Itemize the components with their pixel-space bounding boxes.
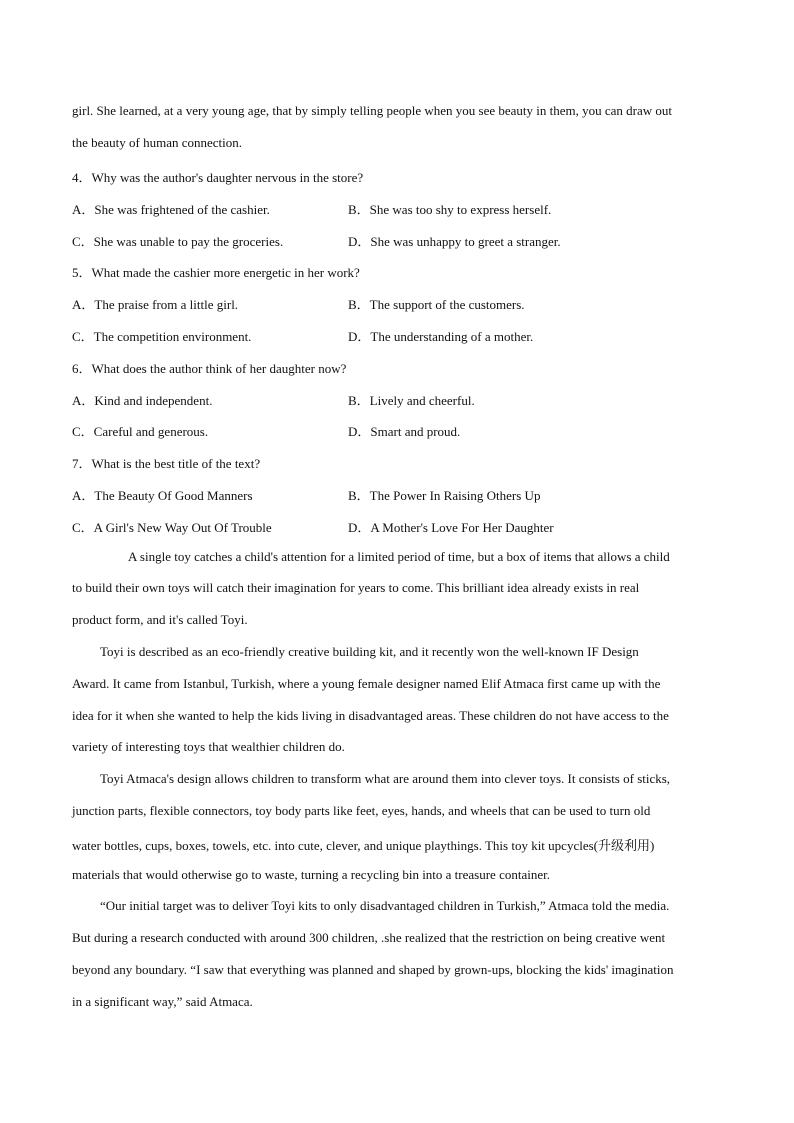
passage-p3-line-1: Toyi Atmaca's design allows children to transform what are around them into clever toys. It consists of sticks,	[100, 771, 671, 786]
passage-p2-line-3: idea for it when she wanted to help the kids living in disadvantaged areas. These children do not have access to the	[72, 708, 669, 723]
question-7-option-b: B．The Power In Raising Others Up	[348, 488, 541, 503]
question-5-option-a: A．The praise from a little girl.	[72, 297, 239, 312]
question-4-option-c: C．She was unable to pay the groceries.	[72, 234, 284, 249]
passage-p3-line-4: materials that would otherwise go to waste, turning a recycling bin into a treasure container.	[72, 867, 550, 882]
question-4-stem: 4．Why was the author's daughter nervous in the store?	[72, 170, 364, 185]
question-6-option-a: A．Kind and independent.	[72, 393, 213, 408]
passage-p4-line-1: “Our initial target was to deliver Toyi kits to only disadvantaged children in Turkish,” Atmaca told the media.	[100, 898, 670, 913]
question-6-stem: 6．What does the author think of her daughter now?	[72, 361, 347, 376]
question-5-option-d: D．The understanding of a mother.	[348, 329, 534, 344]
question-4-option-a: A．She was frightened of the cashier.	[72, 202, 270, 217]
passage-p2-line-4: variety of interesting toys that wealthier children do.	[72, 739, 345, 754]
passage-p4-line-2: But during a research conducted with around 300 children, .she realized that the restriction on being creative went	[72, 930, 666, 945]
question-4-option-d: D．She was unhappy to greet a stranger.	[348, 234, 561, 249]
question-6-option-b: B．Lively and cheerful.	[348, 393, 475, 408]
question-5-stem: 5．What made the cashier more energetic in her work?	[72, 265, 360, 280]
passage-p1-line-3: product form, and it's called Toyi.	[72, 612, 248, 627]
passage-p1-line-2: to build their own toys will catch their imagination for years to come. This brilliant idea already exists in real	[72, 580, 640, 595]
question-5-option-c: C．The competition environment.	[72, 329, 252, 344]
question-5-option-b: B．The support of the customers.	[348, 297, 525, 312]
passage-p4-line-3: beyond any boundary. “I saw that everything was planned and shaped by grown-ups, blocking the kids' imagination	[72, 962, 674, 977]
passage-p4-line-4: in a significant way,” said Atmaca.	[72, 994, 253, 1009]
passage-p3-line-2: junction parts, flexible connectors, toy body parts like feet, eyes, hands, and wheels that can be used to turn old	[72, 803, 651, 818]
question-4-option-b: B．She was too shy to express herself.	[348, 202, 552, 217]
passage-p2-line-1: Toyi is described as an eco-friendly creative building kit, and it recently won the well-known IF Design	[100, 644, 639, 659]
intro-line-2: the beauty of human connection.	[72, 135, 243, 150]
intro-line-1: girl. She learned, at a very young age, that by simply telling people when you see beauty in them, you can draw out	[72, 103, 673, 118]
passage-p2-line-2: Award. It came from Istanbul, Turkish, where a young female designer named Elif Atmaca first came up with the	[72, 676, 661, 691]
question-7-option-d: D．A Mother's Love For Her Daughter	[348, 520, 554, 535]
question-6-option-c: C．Careful and generous.	[72, 424, 209, 439]
question-7-option-c: C．A Girl's New Way Out Of Trouble	[72, 520, 272, 535]
question-6-option-d: D．Smart and proud.	[348, 424, 461, 439]
passage-p3-line-3: water bottles, cups, boxes, towels, etc. into cute, clever, and unique playthings. This toy kit upcycles(升级利用)	[72, 838, 655, 853]
passage-p1-line-1: A single toy catches a child's attention for a limited period of time, but a box of items that allows a child	[128, 549, 670, 564]
question-7-stem: 7．What is the best title of the text?	[72, 456, 261, 471]
question-7-option-a: A．The Beauty Of Good Manners	[72, 488, 253, 503]
